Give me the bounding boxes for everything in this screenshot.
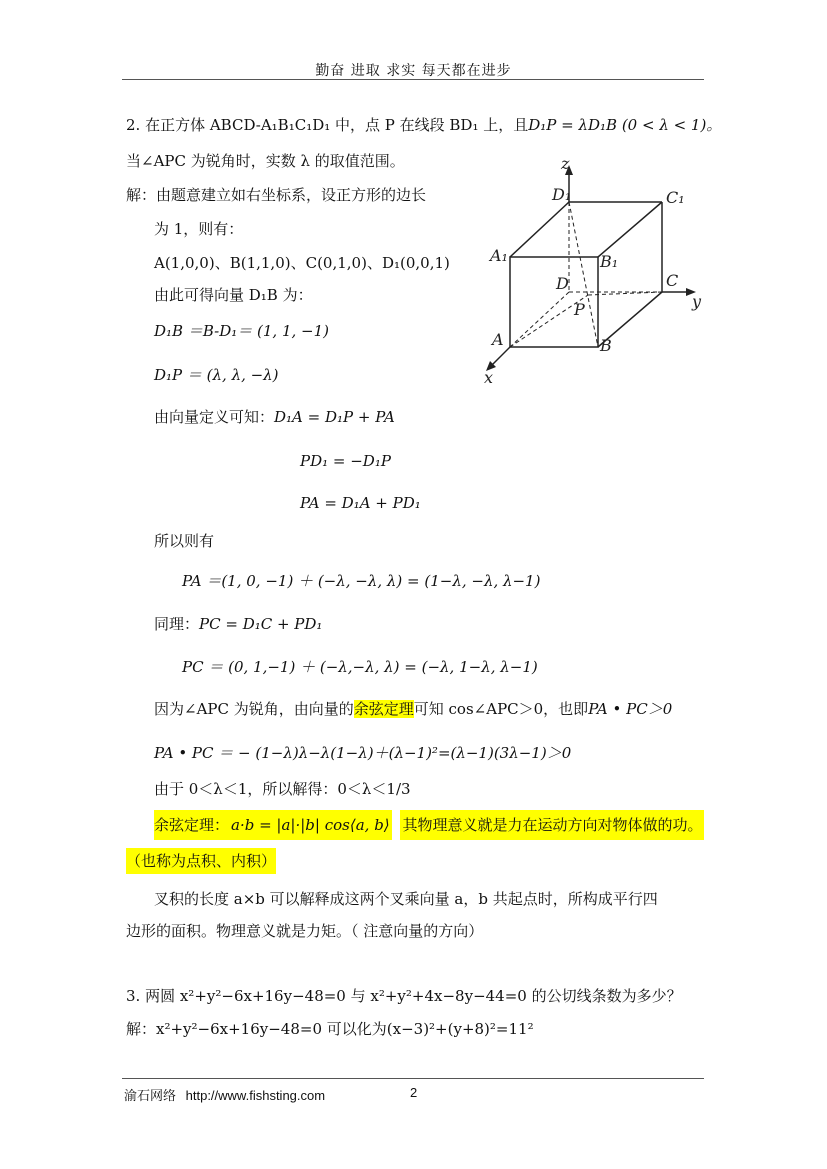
dot-product-positive: PA • PC＞0 bbox=[588, 700, 673, 718]
acute-angle-text2: 可知 cos∠APC＞0，也即 bbox=[413, 700, 589, 718]
footer-brand: 渝石网络 bbox=[124, 1088, 177, 1103]
acute-angle-line bbox=[154, 698, 672, 719]
dot-product-aka: （也称为点积、内积） bbox=[126, 848, 276, 874]
label-y: y bbox=[692, 292, 702, 311]
dot-product-aka-line bbox=[126, 850, 276, 871]
pc-result: PC ＝ (0, 1,−1) ＋ (−λ,−λ, λ) = (−λ, 1−λ, λ−1) bbox=[182, 658, 538, 676]
label-a: A bbox=[492, 330, 504, 349]
coordinates: A(1,0,0)、B(1,1,0)、C(0,1,0)、D₁(0,0,1) bbox=[154, 254, 450, 272]
footer bbox=[124, 1085, 325, 1104]
problem2-condition-formula: D₁P = λD₁B (0 < λ < 1)。 bbox=[528, 116, 722, 134]
label-p: P bbox=[574, 300, 585, 319]
label-b: B bbox=[600, 336, 612, 355]
problem3-question: 3. 两圆 x²+y²−6x+16y−48=0 与 x²+y²+4x−8y−44=0 的公切线条数为多少？ bbox=[126, 987, 682, 1005]
cube-figure bbox=[480, 155, 720, 385]
label-b1: B₁ bbox=[600, 252, 619, 271]
equation-d1a: D₁A = D₁P + PA bbox=[274, 408, 395, 426]
solution-line1: 解：由题意建立如右坐标系，设正方形的边长 bbox=[126, 186, 427, 204]
label-x: x bbox=[484, 368, 494, 385]
edge-b1-c1 bbox=[598, 202, 662, 257]
cross-product-line2: 边形的面积。物理意义就是力矩。（ 注意向量的方向） bbox=[126, 922, 484, 940]
label-a1: A₁ bbox=[490, 246, 508, 265]
problem2-question bbox=[126, 114, 721, 135]
cube-front-face bbox=[510, 257, 598, 347]
definition-intro: 由向量定义可知： bbox=[154, 408, 275, 426]
definition-line bbox=[154, 406, 395, 427]
edge-a1-d1 bbox=[510, 202, 569, 257]
equation-pd1: PD₁ = −D₁P bbox=[300, 452, 391, 470]
solution-line2: 为 1，则有： bbox=[154, 220, 244, 238]
header-rule bbox=[122, 79, 704, 80]
cosine-law-note bbox=[154, 808, 704, 842]
lambda-range: 由于 0＜λ＜1，所以解得：0＜λ＜1/3 bbox=[154, 780, 411, 798]
label-z: z bbox=[561, 155, 570, 173]
pc-equation: PC = D₁C + PD₁ bbox=[199, 615, 323, 633]
equation-pa: PA = D₁A + PD₁ bbox=[300, 494, 421, 512]
cosine-law-formula: a·b = |a|·|b| cos⟨a, b⟩ bbox=[229, 810, 392, 840]
label-d1: D₁ bbox=[552, 185, 572, 204]
footer-rule bbox=[122, 1078, 704, 1079]
vector-d1p: D₁P ＝ (λ, λ, −λ) bbox=[154, 366, 279, 384]
vector-intro: 由此可得向量 D₁B 为： bbox=[154, 286, 313, 304]
pc-line bbox=[154, 613, 322, 634]
problem2-question-text: 2. 在正方体 ABCD-A₁B₁C₁D₁ 中，点 P 在线段 BD₁ 上，且 bbox=[126, 116, 529, 134]
label-c1: C₁ bbox=[666, 188, 685, 207]
label-c: C bbox=[666, 271, 679, 290]
diagonal-d1-b bbox=[569, 202, 598, 347]
cross-product-line1: 叉积的长度 a×b 可以解释成这两个叉乘向量 a，b 共起点时，所构成平行四 bbox=[154, 890, 658, 908]
problem3-solution: 解：x²+y²−6x+16y−48=0 可以化为(x−3)²+(y+8)²=11² bbox=[126, 1020, 534, 1038]
footer-url[interactable]: http://www.fishsting.com bbox=[185, 1088, 326, 1103]
header-motto: 勤奋 进取 求实 每天都在进步 bbox=[315, 63, 512, 79]
page-number: 2 bbox=[410, 1085, 418, 1100]
same-label: 同理： bbox=[154, 615, 200, 633]
cosine-law-label: 余弦定理： bbox=[154, 810, 229, 840]
hidden-edge-d-a bbox=[510, 292, 569, 347]
dot-product-expansion: PA • PC ＝ − (1−λ)λ−λ(1−λ)＋(λ−1)²=(λ−1)(3λ−1)＞0 bbox=[154, 744, 572, 762]
so-line: 所以则有 bbox=[154, 532, 215, 550]
cosine-law-highlight: 余弦定理 bbox=[353, 700, 414, 718]
label-d: D bbox=[556, 274, 569, 293]
acute-angle-text: 因为∠APC 为锐角，由向量的 bbox=[154, 700, 354, 718]
cosine-law-meaning: 其物理意义就是力在运动方向对物体做的功。 bbox=[400, 810, 704, 840]
problem2-question-line2: 当∠APC 为锐角时，实数 λ 的取值范围。 bbox=[126, 152, 405, 170]
pa-result: PA ＝(1, 0, −1) ＋ (−λ, −λ, λ) = (1−λ, −λ, λ−1) bbox=[182, 572, 541, 590]
vector-d1b: D₁B ＝B-D₁＝ (1, 1, −1) bbox=[154, 322, 329, 340]
